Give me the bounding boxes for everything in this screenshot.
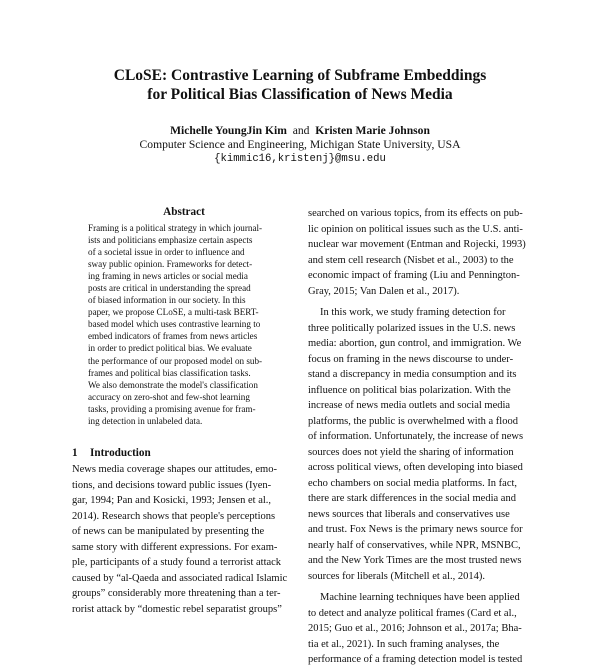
text-line: of a societal issue in order to influence and — [88, 247, 245, 258]
text-line: ple, participants of a study found a terrorist attack — [72, 557, 282, 568]
text-line: media: abortion, gun control, and immigration. We — [308, 338, 522, 349]
text-line: 2014). Research shows that people's perceptions — [72, 510, 276, 522]
text-line: Framing is a political strategy in which journal- — [88, 223, 263, 233]
text-line: ing framing in news articles or social media — [88, 271, 248, 282]
text-line: paper, we propose CLoSE, a multi-task BERT- — [88, 307, 259, 318]
text-line: news sources that liberals and conservatives use — [308, 508, 510, 520]
author-conjunction: and — [292, 124, 310, 137]
text-line: tia et al., 2021). In such framing analyses, the — [308, 638, 500, 650]
text-line: News media coverage shapes our attitudes, emo- — [72, 464, 277, 475]
text-line: echo chambers on social media platforms. In fact, — [308, 477, 518, 489]
section-title: Introduction — [90, 447, 151, 459]
title-line-1: CLoSE: Contrastive Learning of Subframe Embeddings — [113, 67, 487, 84]
affiliation: Computer Science and Engineering, Michigan State University, USA — [139, 138, 461, 151]
text-line: there are stark differences in the social media and — [308, 493, 516, 504]
abstract-heading: Abstract — [163, 206, 205, 218]
text-line: performance of a framing detection model is tested — [308, 654, 523, 665]
abstract-body — [88, 222, 284, 427]
text-line: in order to predict political bias. We evaluate — [88, 343, 252, 354]
text-line: economic impact of framing (Liu and Pennington- — [308, 270, 520, 281]
section-number: 1 — [72, 447, 78, 459]
left-column-text — [72, 462, 298, 617]
text-line: based model which uses contrastive learning to — [88, 319, 261, 330]
title-line-2: for Political Bias Classification of News Media — [147, 86, 453, 103]
text-line: platforms, the public is overwhelmed with a flood — [308, 415, 518, 427]
text-line: embed indicators of frames from news articles — [88, 331, 258, 342]
text-line: ists and politicians emphasize certain aspects — [88, 235, 253, 246]
text-line: caused by “al-Qaeda and associated radical Islamic — [72, 572, 288, 584]
authors-line — [0, 124, 600, 138]
author-names-1: Michelle YoungJin Kim — [170, 124, 287, 137]
text-line: tions, and decisions toward public issues (Iyen- — [72, 479, 272, 491]
text-line: and stem cell research (Nisbet et al., 2003) to the — [308, 254, 514, 266]
text-line: ing detection in unlabeled data. — [88, 415, 203, 426]
paragraph-2 — [308, 305, 534, 584]
text-line: gar, 1994; Pan and Kosicki, 1993; Jensen et al., — [72, 495, 272, 506]
text-line: the performance of our proposed model on sub- — [88, 355, 263, 366]
text-line: of information. Unfortunately, the increase of news — [308, 431, 524, 442]
text-line: focus on framing in the news discourse to under- — [308, 353, 514, 365]
text-line: sources does not yield the sharing of information — [308, 446, 514, 458]
text-line: to detect and analyze political frames (Card et al., — [308, 607, 517, 619]
text-line: nearly half of conservatives, while NPR, MSNBC, — [308, 539, 521, 551]
text-line: same story with different expressions. For exam- — [72, 541, 278, 553]
text-line: and the New York Times are the most trusted news — [308, 555, 522, 566]
text-line: stand a discrepancy in media consumption and its — [308, 369, 517, 380]
text-line: tasks, providing a promising avenue for fram- — [88, 403, 256, 414]
right-column-text — [308, 206, 534, 668]
text-line: influence on political bias polarization. With the — [308, 384, 511, 396]
paper-title — [0, 66, 600, 104]
text-line: searched on various topics, from its effects on pub- — [308, 208, 523, 219]
text-line: In this work, we study framing detection for — [320, 307, 506, 318]
text-line: increase of news media outlets and social media — [308, 400, 511, 411]
text-line: Machine learning techniques have been applied — [320, 592, 520, 603]
author-email: {kimmic16,kristenj}@msu.edu — [214, 153, 386, 165]
text-line: Gray, 2015; Van Dalen et al., 2017). — [308, 285, 460, 297]
text-line: We also demonstrate the model's classification — [88, 379, 258, 390]
paragraph-3 — [308, 590, 534, 668]
text-line: lic opinion on political issues such as the U.S. anti- — [308, 223, 523, 235]
text-line: three politically polarized issues in the U.S. news — [308, 322, 516, 334]
text-line: accuracy on zero-shot and few-shot learning — [88, 391, 250, 402]
text-line: nuclear war movement (Entman and Rojecki, 1993) — [308, 239, 526, 250]
text-line: across political views, often developing into biased — [308, 462, 523, 473]
text-line: of biased information in our society. In this — [88, 295, 246, 306]
text-line: frames and political bias classification tasks. — [88, 367, 251, 378]
text-line: sway public opinion. Frameworks for detect- — [88, 259, 253, 270]
text-line: groups” considerably more threatening than a ter- — [72, 588, 281, 599]
author-names-2: Kristen Marie Johnson — [315, 124, 430, 137]
text-line: of news can be manipulated by presenting the — [72, 526, 265, 537]
paragraph-1 — [308, 206, 534, 299]
text-line: rorist attack by “domestic rebel separatist groups” — [72, 603, 282, 615]
text-line: sources for liberals (Mitchell et al., 2014). — [308, 570, 485, 582]
text-line: 2015; Guo et al., 2016; Johnson et al., 2017a; Bha- — [308, 623, 522, 634]
text-line: posts are critical in understanding the spread — [88, 283, 251, 294]
text-line: and trust. Fox News is the primary news source for — [308, 524, 523, 535]
section-heading-introduction — [72, 446, 151, 460]
